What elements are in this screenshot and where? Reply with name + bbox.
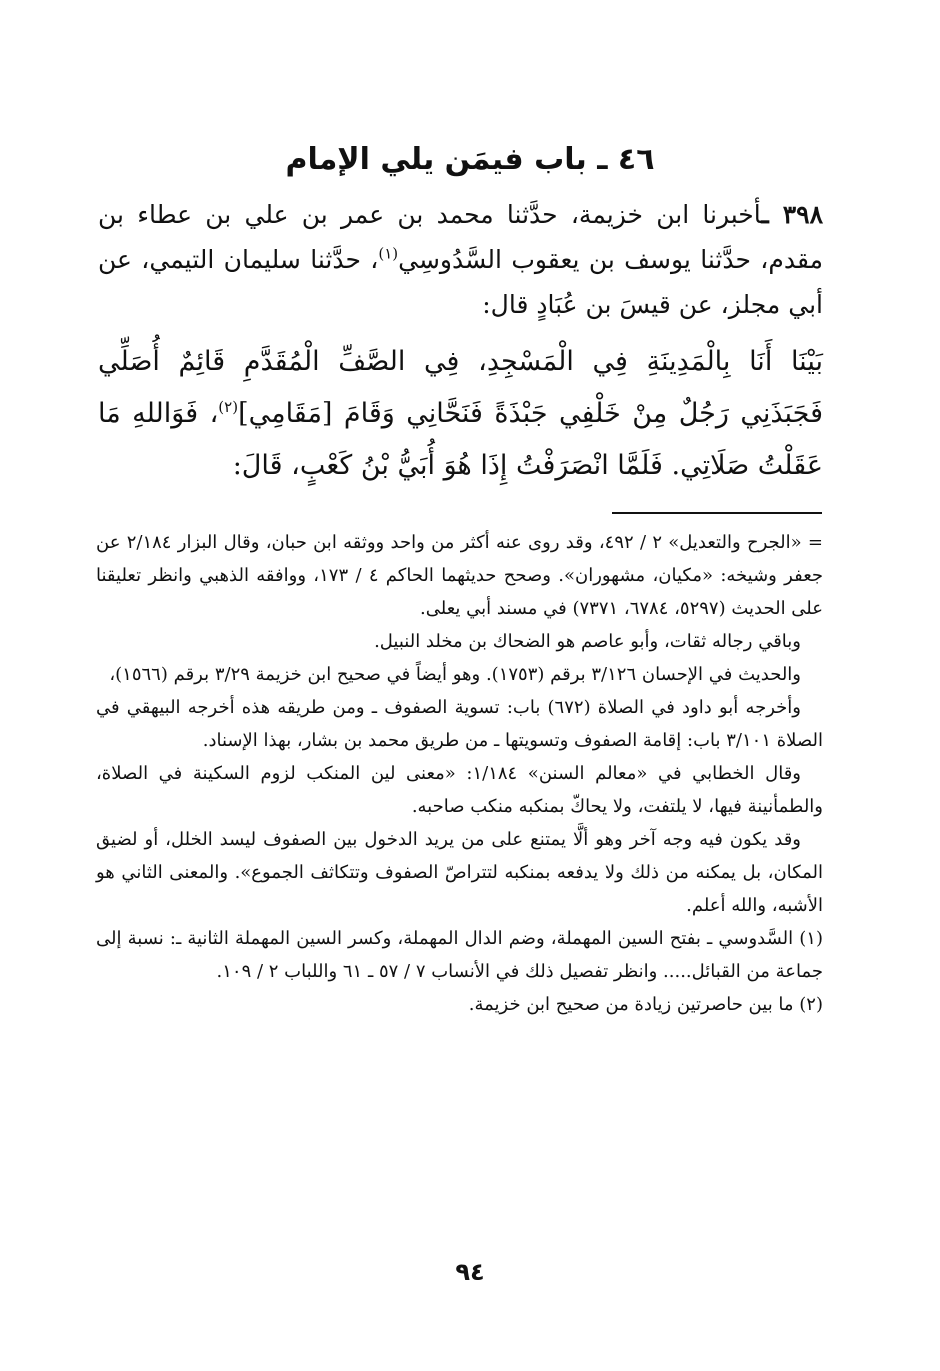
footnotes-block xyxy=(96,526,823,1021)
isnad-text-2: ، حدَّثنا سليمان التيمي، عن أبي مجلز، عن قيسَ بن عُبَادٍ قال: xyxy=(98,245,823,319)
hadith-isnad xyxy=(98,192,823,327)
chapter-title: ٤٦ ـ باب فيمَن يلي الإمام xyxy=(285,142,655,177)
footnote-continuation-4: وأخرجه أبو داود في الصلاة (٦٧٢) باب: تسوية الصفوف ـ ومن طريقه هذه أخرجه البيهقي في الصلاة ٣/١٠١ باب: إقامة الصفوف وتسويتها ـ من طريق محمد بن بشار، بهذا الإسناد. xyxy=(96,697,823,751)
matn-text-2: ، فَوَاللهِ مَا عَقَلْتُ صَلَاتِي. فَلَمَّا انْصَرَفْتُ إِذَا هُوَ أُبَيُّ بْنُ كَعْبٍ، قَالَ: xyxy=(98,398,823,481)
hadith-matn xyxy=(98,336,823,492)
footnote-2: (٢) ما بين حاصرتين زيادة من صحيح ابن خزيمة. xyxy=(468,994,823,1015)
footnote-continuation-6: وقد يكون فيه وجه آخر وهو ألَّا يمتنع على من يريد الدخول بين الصفوف ليسد الخلل، أو لضيق المكان، بل يمكنه من ذلك ولا يدفعه بمنكبه لتتراصّ الصفوف وتتكاثف الجموع». والمعنى الثاني هو الأشبه، والله أعلم. xyxy=(96,829,824,916)
footnote-1: (١) السَّدوسي ـ بفتح السين المهملة، وضم الدال المهملة، وكسر السين المهملة الثانية ـ: نسبة إلى جماعة من القبائل..... وانظر تفصيل ذلك في الأنساب ٧ / ٥٧ ـ ٦١ واللباب ٢ / ١٠٩. xyxy=(96,928,823,982)
footnote-ref-1[interactable]: (١) xyxy=(378,244,399,263)
footnote-continuation-3: والحديث في الإحسان ٣/١٢٦ برقم (١٧٥٣). وهو أيضاً في صحيح ابن خزيمة ٣/٢٩ برقم (١٥٦٦)، xyxy=(109,664,801,685)
footnote-continuation-5: وقال الخطابي في «معالم السنن» ١/١٨٤: «معنى لين المنكب لزوم السكينة في الصلاة، والطمأنينة فيها، لا يلتفت، ولا يحاكّ بمنكبه منكب صاحبه. xyxy=(96,763,823,817)
isnad-text-1: أخبرنا ابن خزيمة، حدَّثنا محمد بن عمر بن علي بن عطاء بن مقدم، حدَّثنا يوسف بن يعقوب السَّدُوسِي xyxy=(98,200,823,274)
hadith-number: ٣٩٨ ـ xyxy=(761,200,824,229)
footnote-ref-2[interactable]: (٢) xyxy=(218,398,239,416)
page-number: ٩٤ xyxy=(455,1258,485,1286)
matn-text-1: بَيْنَا أَنَا بِالْمَدِينَةِ فِي الْمَسْجِدِ، فِي الصَّفِّ الْمُقَدَّمِ قَائِمٌ أُصَلِّي فَجَبَذَنِي رَجُلٌ مِنْ خَلْفِي جَبْذَةً فَنَحَّانِي وَقَامَ [مَقَامِي] xyxy=(98,346,823,429)
footnote-separator xyxy=(612,512,822,514)
footnote-continuation-2: وباقي رجاله ثقات، وأبو عاصم هو الضحاك بن مخلد النبيل. xyxy=(374,631,801,652)
footnote-continuation-1: = «الجرح والتعديل» ٢ / ٤٩٢، وقد روى عنه أكثر من واحد ووثقه ابن حبان، وقال البزار ٢/١٨٤ عن جعفر وشيخه: «مكيان، مشهوران». وصحح حديثهما الحاكم ٤ / ١٧٣، ووافقه الذهبي وانظر تعليقنا على الحديث (٥٢٩٧، ٦٧٨٤، ٧٣٧١) في مسند أبي يعلى. xyxy=(96,532,823,619)
